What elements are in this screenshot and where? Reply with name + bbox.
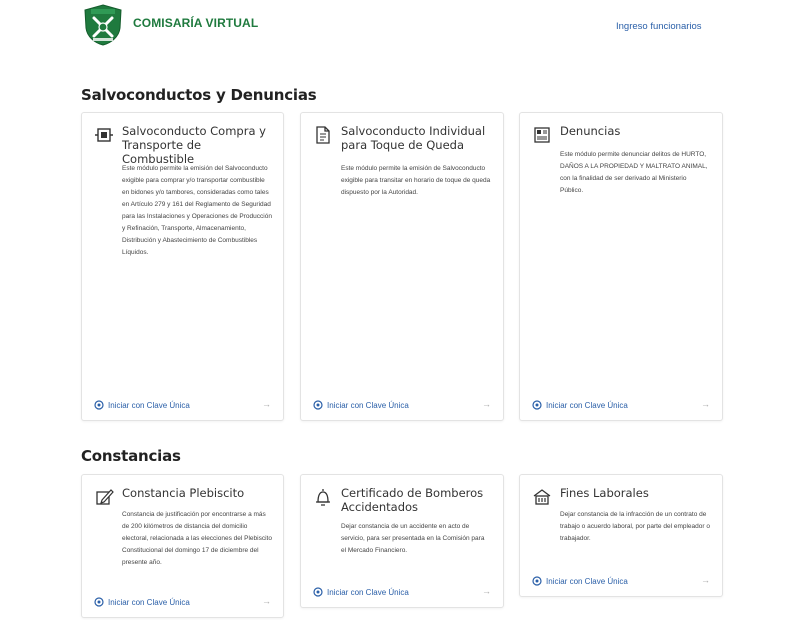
- card-salvoconducto-combustible[interactable]: [81, 112, 284, 421]
- link-label: Iniciar con Clave Única: [546, 576, 628, 586]
- fire-bell-icon: [313, 487, 333, 507]
- card-description: Este módulo permite la emisión de Salvoconducto exigible para transitar en horario de toque de queda dispuesto por la Autoridad.: [341, 165, 491, 196]
- card-description: Dejar constancia de un accidente en acto de servicio, para ser presentada en la Comisión para el Mercado Financiero.: [341, 523, 485, 554]
- card-footer: [532, 400, 710, 412]
- card-certificado-bomberos[interactable]: [300, 474, 504, 608]
- arrow-right-icon[interactable]: →: [482, 586, 491, 596]
- clave-unica-login-link[interactable]: [532, 400, 628, 410]
- brand-title: COMISARÍA VIRTUAL: [133, 16, 259, 30]
- clave-unica-login-link[interactable]: [532, 576, 628, 586]
- link-label: Iniciar con Clave Única: [108, 597, 190, 607]
- clave-unica-icon: [313, 587, 323, 597]
- card-description: Constancia de justificación por encontrarse a más de 200 kilómetros de distancia del domicilio electoral, relacionada a las elecciones del Plebiscito Constitucional del domingo 17 de diciembre del presente año.: [122, 511, 272, 566]
- card-salvoconducto-toque-queda[interactable]: [300, 112, 504, 421]
- pencil-icon: [94, 487, 114, 507]
- link-label: Iniciar con Clave Única: [108, 400, 190, 410]
- staff-login-link[interactable]: Ingreso funcionarios: [616, 21, 702, 32]
- arrow-right-icon[interactable]: →: [482, 399, 491, 409]
- card-footer: [313, 587, 491, 599]
- arrow-right-icon[interactable]: →: [701, 399, 710, 409]
- arrow-right-icon[interactable]: →: [262, 596, 271, 606]
- card-title: Denuncias: [560, 124, 621, 138]
- link-label: Iniciar con Clave Única: [546, 400, 628, 410]
- card-fines-laborales[interactable]: [519, 474, 723, 597]
- link-label: Iniciar con Clave Única: [327, 400, 409, 410]
- card-description: Dejar constancia de la infracción de un contrato de trabajo o acuerdo laboral, por parte del empleador o trabajador.: [560, 511, 710, 542]
- document-icon: [313, 125, 333, 145]
- clave-unica-login-link[interactable]: [313, 587, 409, 597]
- link-label: Iniciar con Clave Única: [327, 587, 409, 597]
- clave-unica-login-link[interactable]: [94, 400, 190, 410]
- report-icon: [532, 125, 552, 145]
- card-footer: [94, 597, 271, 609]
- card-title: Constancia Plebiscito: [122, 486, 245, 500]
- card-title: Salvoconducto Compra y Transporte de Combustible: [122, 124, 266, 166]
- card-title: Salvoconducto Individual para Toque de Queda: [341, 124, 486, 152]
- card-footer: [532, 576, 710, 588]
- clave-unica-icon: [94, 597, 104, 607]
- clave-unica-icon: [94, 400, 104, 410]
- clave-unica-icon: [313, 400, 323, 410]
- clave-unica-login-link[interactable]: [94, 597, 190, 607]
- card-constancia-plebiscito[interactable]: [81, 474, 284, 618]
- card-denuncias[interactable]: [519, 112, 723, 421]
- clave-unica-icon: [532, 576, 542, 586]
- clave-unica-login-link[interactable]: [313, 400, 409, 410]
- header: [0, 0, 800, 60]
- building-icon: [532, 487, 552, 507]
- card-footer: [313, 400, 491, 412]
- arrow-right-icon[interactable]: →: [262, 399, 271, 409]
- carabineros-logo[interactable]: [83, 4, 123, 46]
- card-description: Este módulo permite la emisión del Salvoconducto exigible para comprar y/o transportar combustible en bidones y/o tambores, consideradas como tales en Artículo 279 y 161 del Reglamento de Seguridad para las Instalaciones y Operaciones de Producción y Refinación, Transporte, Almacenamiento, Distribución y Abastecimiento de Combustibles Líquidos.: [122, 165, 272, 256]
- card-title: Certificado de Bomberos Accidentados: [341, 486, 484, 514]
- section-title-constancias: Constancias: [81, 447, 181, 465]
- fuel-icon: [94, 125, 114, 145]
- card-title: Fines Laborales: [560, 486, 649, 500]
- section-title-salvoconductos: Salvoconductos y Denuncias: [81, 86, 317, 104]
- arrow-right-icon[interactable]: →: [701, 575, 710, 585]
- clave-unica-icon: [532, 400, 542, 410]
- card-description: Este módulo permite denunciar delitos de HURTO, DAÑOS A LA PROPIEDAD Y MALTRATO ANIMAL, con la finalidad de ser derivado al Ministerio Público.: [560, 151, 708, 194]
- card-footer: [94, 400, 271, 412]
